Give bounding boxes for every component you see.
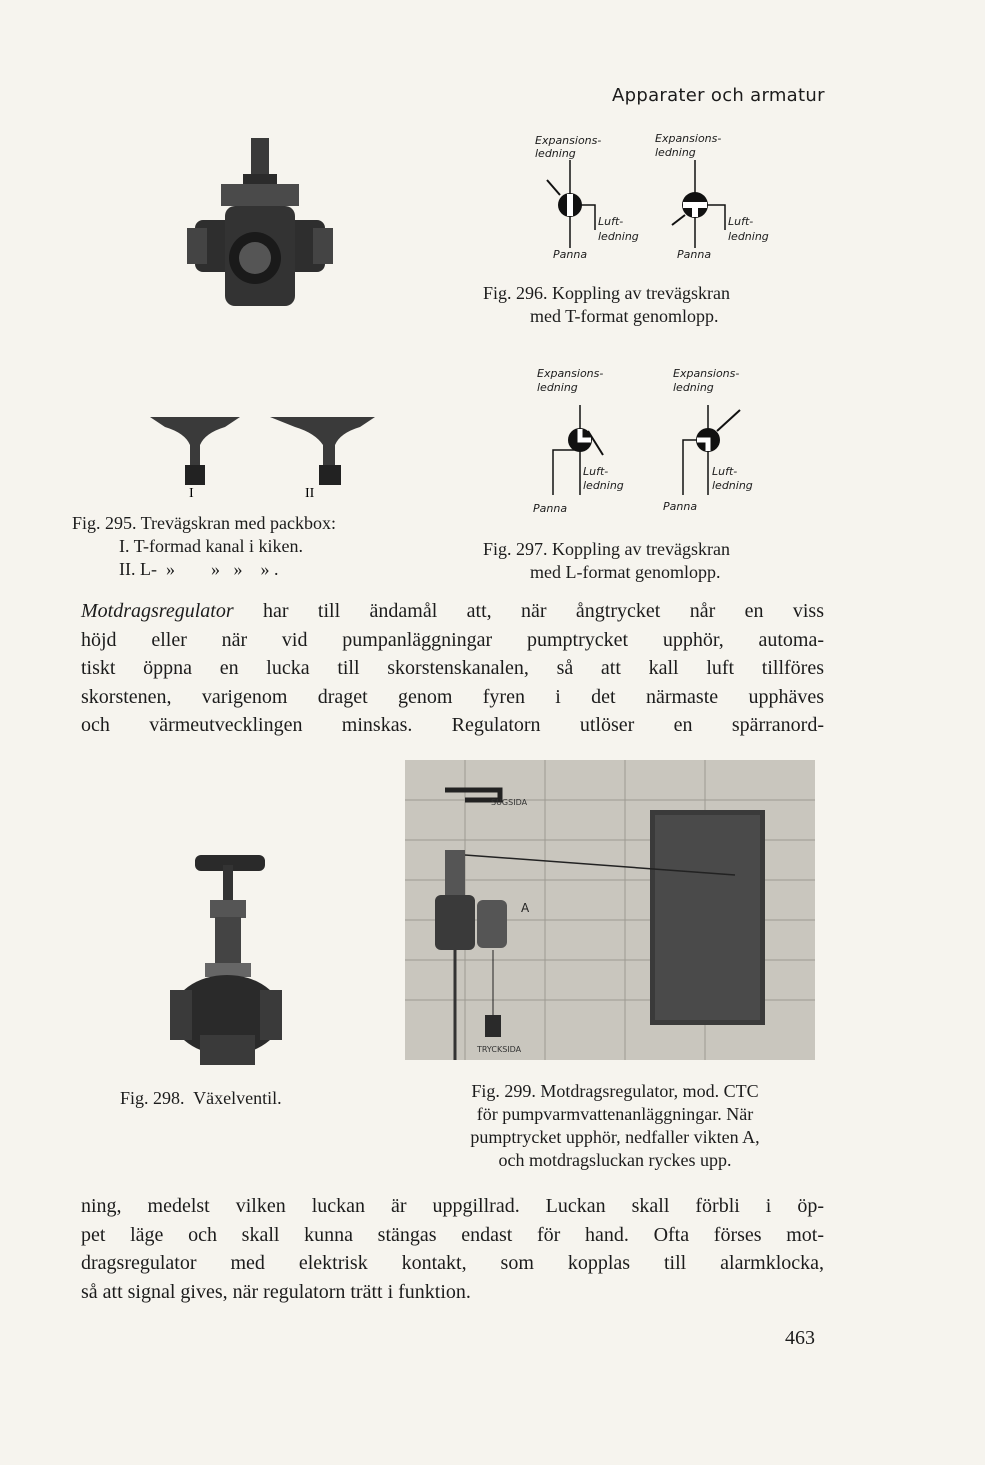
fig298-caption: Fig. 298. Växelventil. (120, 1088, 282, 1108)
fig299-caption (410, 1080, 820, 1172)
fig295-caption-line1: Fig. 295. Trevägskran med packbox: (72, 513, 336, 533)
paragraph-1 (81, 597, 824, 740)
fig297-luft-label-left-2: ledning (583, 479, 624, 492)
paragraph-2-line4: så att signal gives, när regulatorn trätt i funktion. (81, 1280, 471, 1303)
fig297-luft-label-right-2: ledning (712, 479, 753, 492)
fig296-luft-label-left-1: Luft- (598, 215, 624, 228)
fig297-exp-label-left-2: ledning (537, 381, 578, 394)
paragraph-1-line3: tiskt öppna en lucka till skorstenskanalen, så att kall luft tillföres (81, 657, 824, 679)
running-header: Apparater och armatur (612, 85, 825, 106)
fig297-panna-label-left: Panna (533, 502, 568, 515)
fig295-roman-1: I (189, 486, 194, 500)
paragraph-2-line1: ning, medelst vilken luckan är uppgillrad. Luckan skall förbli i öp- (81, 1195, 824, 1217)
paragraph-2-line3: dragsregulator med elektrisk kontakt, som kopplas till alarmklocka, (81, 1252, 824, 1274)
fig296-panna-label-right: Panna (677, 248, 712, 261)
paragraph-1-line1: har till ändamål att, när ångtrycket når en viss (233, 600, 824, 622)
fig297-luft-label-left-1: Luft- (583, 465, 609, 478)
fig297-exp-label-right-1: Expansions- (673, 367, 740, 380)
paragraph-2 (81, 1192, 824, 1306)
fig297-exp-label-left-1: Expansions- (537, 367, 604, 380)
fig299-caption-line2: för pumpvarmvattenanläggningar. När (476, 1104, 754, 1124)
page-number: 463 (785, 1327, 815, 1349)
fig299-label-sugsida: SUGSIDA (491, 798, 528, 807)
fig297-diagram (525, 365, 815, 520)
fig298-valve-photo (165, 845, 285, 1070)
fig296-panna-label-left: Panna (553, 248, 588, 261)
fig299-caption-line1: Fig. 299. Motdragsregulator, mod. CTC (471, 1081, 759, 1101)
fig297-luft-label-right-1: Luft- (712, 465, 738, 478)
paragraph-1-line5: och värmeutvecklingen minskas. Regulatorn utlöser en spärranord- (81, 714, 824, 736)
fig296-exp-label-right-1: Expansions- (655, 132, 722, 145)
fig299-caption-line4: och motdragsluckan ryckes upp. (498, 1150, 732, 1170)
fig296-diagram (525, 130, 815, 270)
fig296-caption-line2: med T-format genomlopp. (530, 306, 719, 326)
fig296-luft-label-left-2: ledning (598, 230, 639, 243)
fig296-luft-label-right-2: ledning (728, 230, 769, 243)
fig299-caption-line3: pumptrycket upphör, nedfaller vikten A, (470, 1127, 760, 1147)
paragraph-2-line2: pet läge och skall kunna stängas endast för hand. Ofta förses mot- (81, 1223, 824, 1246)
fig295-caption-line3: II. L- » » » » . (119, 559, 279, 579)
fig295-caption (72, 512, 452, 581)
fig296-caption (483, 282, 828, 328)
fig297-exp-label-right-2: ledning (673, 381, 714, 394)
fig296-exp-label-left-2: ledning (535, 147, 576, 160)
fig297-caption (483, 538, 828, 584)
fig299-label-trycksida: TRYCKSIDA (477, 1045, 522, 1054)
fig296-valve-photo (185, 130, 335, 320)
fig295-caption-line2: I. T-formad kanal i kiken. (119, 536, 303, 556)
fig296-luft-label-right-1: Luft- (728, 215, 754, 228)
fig299-label-a: A (521, 901, 530, 915)
fig297-caption-line2: med L-format genomlopp. (530, 562, 721, 582)
fig297-panna-label-right: Panna (663, 500, 698, 513)
fig297-caption-line1: Fig. 297. Koppling av trevägskran (483, 539, 730, 559)
fig295-valve-images (145, 405, 385, 500)
fig299-regulator-photo (405, 760, 815, 1060)
paragraph-1-line4: skorstenen, varigenom draget genom fyren i det närmaste upphäves (81, 685, 824, 708)
paragraph-1-line2: höjd eller när vid pumpanläggningar pumptrycket upphör, automa- (81, 628, 824, 651)
fig296-exp-label-right-2: ledning (655, 146, 696, 159)
paragraph-1-term: Motdragsregulator (81, 600, 234, 622)
fig296-exp-label-left-1: Expansions- (535, 134, 602, 147)
fig296-caption-line1: Fig. 296. Koppling av trevägskran (483, 283, 730, 303)
fig295-roman-2: II (305, 486, 315, 500)
